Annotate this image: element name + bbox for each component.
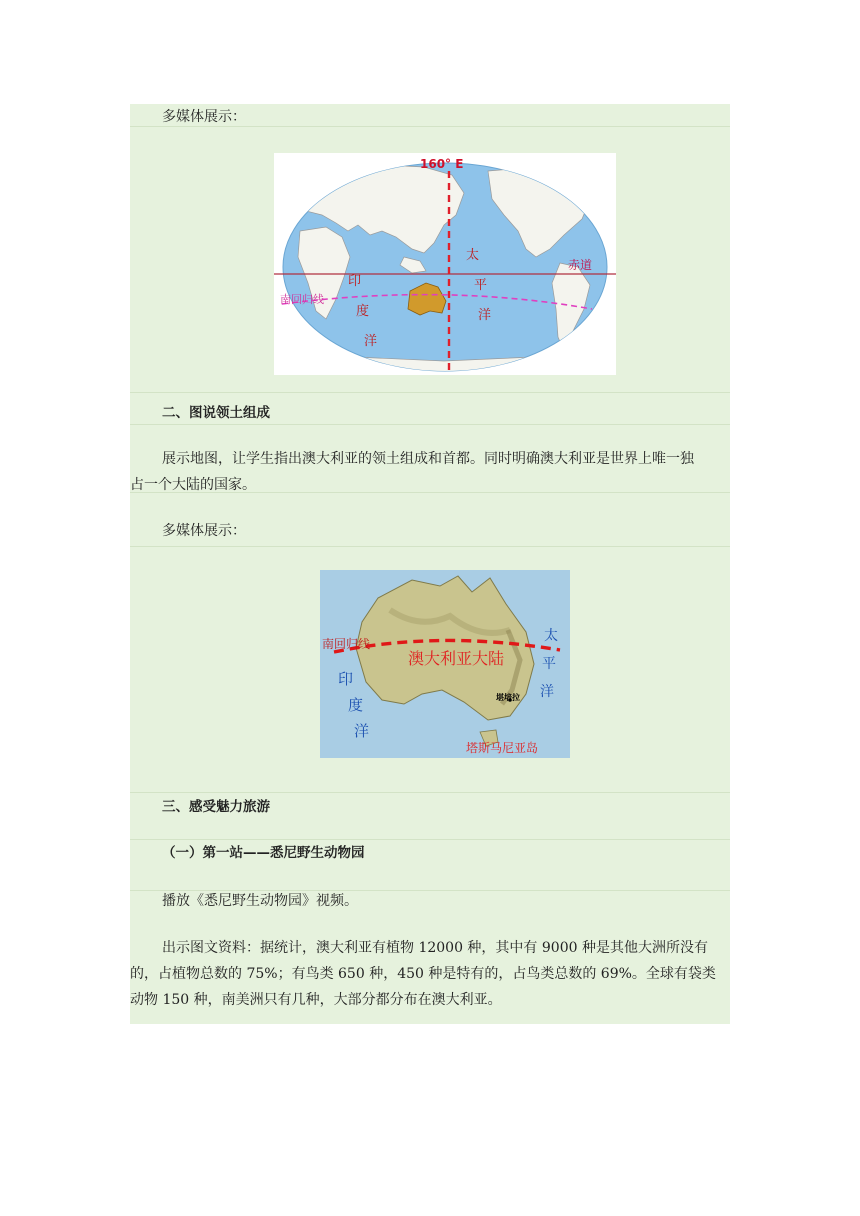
divider [130, 792, 730, 793]
meridian-label: 160° E [420, 157, 464, 171]
paragraph-line: 占一个大陆的国家。 [130, 477, 256, 493]
world-map [274, 153, 616, 375]
paragraph-line: 出示图文资料：据统计，澳大利亚有植物 12000 种，其中有 9000 种是其他大洲所没有 [162, 940, 708, 956]
multimedia-label: 多媒体展示： [162, 523, 246, 539]
pacific-char: 洋 [540, 684, 554, 700]
pacific-char: 太 [466, 248, 480, 263]
tropic-label: 南回归线 [322, 637, 371, 651]
world-map-figure [274, 153, 616, 375]
paragraph-line: 播放《悉尼野生动物园》视频。 [162, 893, 358, 909]
divider [130, 392, 730, 393]
pacific-char: 平 [542, 656, 556, 672]
multimedia-label: 多媒体展示： [162, 109, 246, 125]
capital-label: 堪培拉 [496, 693, 520, 702]
indian-char: 度 [348, 696, 364, 714]
paragraph-line: 动物 150 种，南美洲只有几种，大部分都分布在澳大利亚。 [130, 992, 502, 1008]
section-heading: 二、图说领土组成 [162, 405, 270, 421]
indian-char: 印 [338, 670, 354, 688]
equator-label: 赤道 [568, 258, 593, 272]
australia-map-figure [320, 570, 570, 758]
divider [130, 546, 730, 547]
indian-char: 洋 [354, 722, 370, 740]
pacific-char: 太 [544, 628, 558, 644]
pacific-char: 洋 [478, 308, 492, 323]
paragraph-line: 展示地图，让学生指出澳大利亚的领土组成和首都。同时明确澳大利亚是世界上唯一独 [162, 451, 694, 467]
australia-map [320, 570, 570, 758]
indian-char: 印 [348, 274, 362, 289]
section-heading: 三、感受魅力旅游 [162, 799, 270, 815]
tropic-label: 南回归线 [280, 293, 324, 306]
paragraph-line: 的，占植物总数的 75%；有鸟类 650 种，450 种是特有的，占鸟类总数的 69%。全球有袋类 [130, 966, 716, 982]
indian-char: 度 [356, 304, 370, 319]
continent-label: 澳大利亚大陆 [408, 649, 505, 668]
pacific-char: 平 [474, 278, 488, 293]
tasmania-label: 塔斯马尼亚岛 [466, 741, 539, 755]
indian-char: 洋 [364, 334, 378, 349]
subsection-heading: （一）第一站——悉尼野生动物园 [162, 845, 365, 861]
